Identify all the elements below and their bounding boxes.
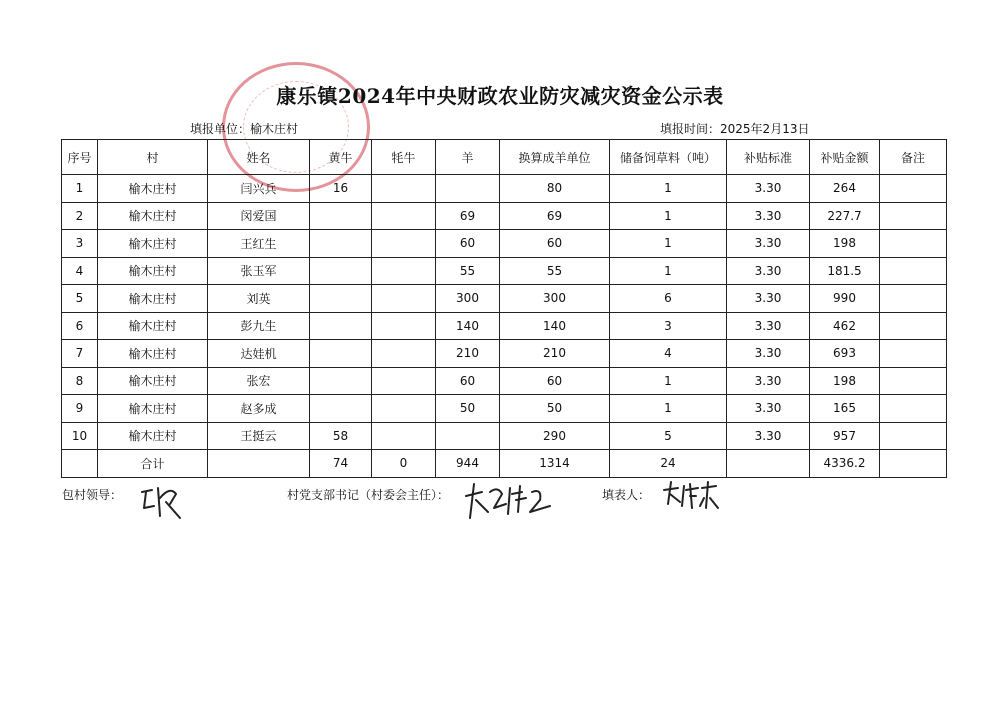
table-cell: 3.30 [727,422,810,450]
table-cell [310,202,372,230]
table-cell: 50 [500,395,610,423]
table-cell: 55 [500,257,610,285]
table-cell: 8 [62,367,98,395]
table-cell: 王红生 [208,230,310,258]
table-cell: 张宏 [208,367,310,395]
table-cell: 10 [62,422,98,450]
total-cell: 4336.2 [810,450,880,478]
table-cell: 50 [436,395,500,423]
table-cell: 3.30 [727,395,810,423]
table-cell [310,340,372,368]
table-cell [310,367,372,395]
table-cell [372,312,436,340]
table-row [62,395,947,423]
secretary-signature [460,478,556,524]
table-cell: 闵爱国 [208,202,310,230]
table-cell: 60 [436,367,500,395]
table-cell [372,395,436,423]
table-cell [880,367,947,395]
table-row [62,202,947,230]
col-header-remarks: 备注 [880,140,947,175]
reporting-unit-value: 榆木庄村 [250,122,299,136]
table-cell: 1 [610,257,727,285]
table-cell: 5 [62,285,98,313]
secretary-signature-label: 村党支部书记（村委会主任）： [287,488,450,502]
table-row [62,230,947,258]
table-cell: 达娃机 [208,340,310,368]
table-cell [372,285,436,313]
table-cell: 198 [810,367,880,395]
table-cell: 3.30 [727,312,810,340]
table-cell: 榆木庄村 [98,285,208,313]
table-cell: 4 [62,257,98,285]
total-cell: 1314 [500,450,610,478]
table-cell [880,175,947,203]
table-cell [880,340,947,368]
total-cell [727,450,810,478]
table-cell [372,230,436,258]
table-cell [62,450,98,478]
table-cell: 198 [810,230,880,258]
table-cell: 16 [310,175,372,203]
total-cell: 24 [610,450,727,478]
table-cell: 227.7 [810,202,880,230]
table-cell [310,257,372,285]
table-row [62,312,947,340]
col-header-name: 姓名 [208,140,310,175]
total-cell: 944 [436,450,500,478]
table-cell: 264 [810,175,880,203]
table-cell: 闫兴兵 [208,175,310,203]
table-cell: 张玉军 [208,257,310,285]
table-cell [208,450,310,478]
table-cell: 210 [436,340,500,368]
table-cell [372,422,436,450]
table-cell [310,285,372,313]
col-header-sheep: 羊 [436,140,500,175]
table-cell [880,257,947,285]
table-cell: 210 [500,340,610,368]
table-header-row [62,140,947,175]
page-title: 康乐镇2024年中央财政农业防灾减灾资金公示表 [276,84,724,108]
table-cell: 榆木庄村 [98,312,208,340]
total-cell [880,450,947,478]
table-cell: 榆木庄村 [98,367,208,395]
table-cell [310,395,372,423]
table-cell: 3.30 [727,257,810,285]
reporting-date-value: 2025年2月13日 [720,122,810,136]
table-cell: 69 [436,202,500,230]
table-cell [310,312,372,340]
table-cell: 3 [610,312,727,340]
table-row [62,367,947,395]
table-cell: 3.30 [727,230,810,258]
table-cell [372,367,436,395]
table-cell: 1 [62,175,98,203]
table-cell: 彭九生 [208,312,310,340]
table-cell [880,395,947,423]
table-cell: 181.5 [810,257,880,285]
total-cell: 74 [310,450,372,478]
table-cell: 3.30 [727,367,810,395]
table-cell: 7 [62,340,98,368]
table-cell: 60 [436,230,500,258]
col-header-yak: 牦牛 [372,140,436,175]
table-cell: 6 [610,285,727,313]
table-cell: 1 [610,202,727,230]
table-cell: 3.30 [727,285,810,313]
filler-signature [660,478,722,518]
table-cell [880,285,947,313]
table-cell: 刘英 [208,285,310,313]
reporting-date-label: 填报时间： [660,122,721,136]
total-row [62,450,947,478]
table-cell: 462 [810,312,880,340]
table-cell: 165 [810,395,880,423]
table-cell: 榆木庄村 [98,395,208,423]
table-cell: 300 [436,285,500,313]
table-cell: 290 [500,422,610,450]
table-cell: 榆木庄村 [98,340,208,368]
table-cell [372,202,436,230]
total-label: 合计 [98,450,208,478]
table-cell [880,230,947,258]
table-cell: 140 [500,312,610,340]
col-header-sheep-units: 换算成羊单位 [500,140,610,175]
table-cell: 3.30 [727,175,810,203]
total-cell: 0 [372,450,436,478]
subsidy-table [61,139,947,478]
table-cell [372,340,436,368]
table-cell: 榆木庄村 [98,422,208,450]
table-cell [436,422,500,450]
table-cell: 990 [810,285,880,313]
table-cell: 3 [62,230,98,258]
leader-signature [136,478,186,524]
col-header-fodder: 储备饲草料（吨） [610,140,727,175]
reporting-unit [190,120,298,137]
table-cell [372,257,436,285]
filler-signature-label: 填表人： [602,488,651,502]
table-cell [372,175,436,203]
table-cell [880,422,947,450]
table-cell: 1 [610,175,727,203]
table-row [62,422,947,450]
table-cell: 80 [500,175,610,203]
table-cell: 140 [436,312,500,340]
table-cell: 3.30 [727,202,810,230]
table-cell: 榆木庄村 [98,202,208,230]
table-row [62,257,947,285]
col-header-cattle: 黄牛 [310,140,372,175]
table-cell: 300 [500,285,610,313]
reporting-date [660,120,809,137]
table-cell: 榆木庄村 [98,175,208,203]
table-row [62,340,947,368]
table-cell: 5 [610,422,727,450]
table-cell: 1 [610,395,727,423]
table-cell [310,230,372,258]
table-cell: 58 [310,422,372,450]
table-cell: 赵多成 [208,395,310,423]
col-header-subsidy-amount: 补贴金额 [810,140,880,175]
table-cell: 693 [810,340,880,368]
table-cell: 2 [62,202,98,230]
table-cell: 1 [610,367,727,395]
table-row [62,175,947,203]
table-cell: 榆木庄村 [98,230,208,258]
table-cell: 957 [810,422,880,450]
table-cell: 榆木庄村 [98,257,208,285]
leader-signature-label: 包村领导： [62,488,123,502]
table-cell: 60 [500,230,610,258]
reporting-unit-label: 填报单位： [190,122,251,136]
table-cell [436,175,500,203]
table-cell: 69 [500,202,610,230]
table-row [62,285,947,313]
table-cell: 60 [500,367,610,395]
table-cell: 1 [610,230,727,258]
table-cell: 3.30 [727,340,810,368]
col-header-index: 序号 [62,140,98,175]
table-cell [880,312,947,340]
col-header-subsidy-rate: 补贴标准 [727,140,810,175]
table-cell: 9 [62,395,98,423]
table-cell [880,202,947,230]
table-cell: 6 [62,312,98,340]
col-header-village: 村 [98,140,208,175]
table-cell: 王挺云 [208,422,310,450]
table-cell: 55 [436,257,500,285]
table-cell: 4 [610,340,727,368]
